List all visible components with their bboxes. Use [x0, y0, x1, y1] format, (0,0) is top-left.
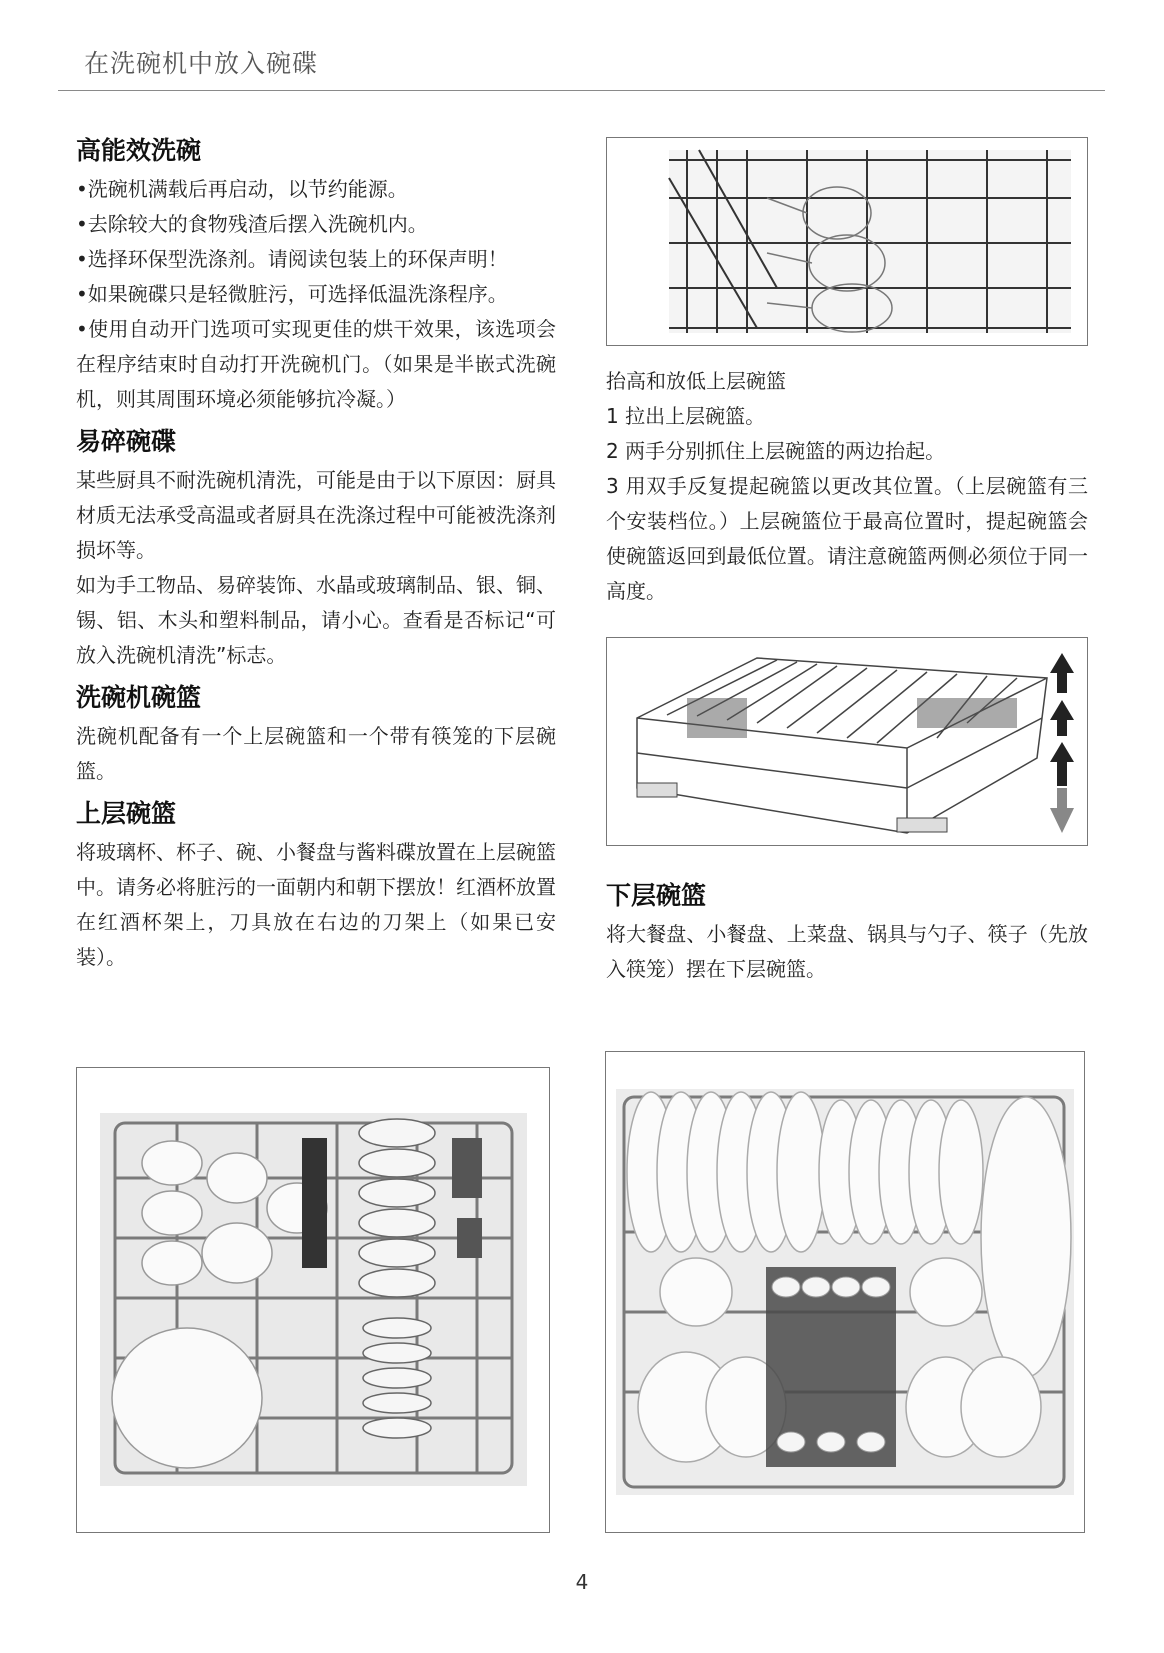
section-upper-basket — [76, 793, 556, 975]
step-item: 3 用双手反复提起碗篮以更改其位置。（上层碗篮有三个安装档位。）上层碗篮位于最高位置时，提起碗篮会使碗篮返回到最低位置。请注意碗篮两侧必须位于同一高度。 — [606, 474, 1088, 603]
paragraph: 如为手工物品、易碎装饰、水晶或玻璃制品、银、铜、锡、铝、木头和塑料制品，请小心。查看是否标记“可放入洗碗机清洗”标志。 — [76, 573, 556, 667]
bullet-item: •洗碗机满载后再启动，以节约能源。 — [76, 177, 408, 201]
right-column-adjust — [606, 364, 1088, 609]
section-fragile-dishes — [76, 421, 556, 673]
arrow-down-icon — [1050, 788, 1074, 833]
figure-lower-basket — [605, 1051, 1085, 1533]
basket-height-adjust-icon — [607, 638, 1087, 845]
heading-upper-basket: 上层碗篮 — [76, 799, 177, 828]
heading-fragile-dishes: 易碎碗碟 — [76, 427, 177, 456]
paragraph: 将玻璃杯、杯子、碗、小餐盘与酱料碟放置在上层碗篮中。请务必将脏污的一面朝内和朝下摆放！红酒杯放置在红酒杯架上，刀具放在右边的刀架上（如果已安装）。 — [76, 840, 556, 969]
figure-upper-basket — [76, 1067, 550, 1533]
section-dishwasher-baskets — [76, 677, 556, 789]
paragraph: 洗碗机配备有一个上层碗篮和一个带有筷笼的下层碗篮。 — [76, 724, 556, 783]
section-efficient-washing — [76, 130, 556, 417]
arrow-up-icon — [1050, 653, 1074, 786]
figure-wine-rack — [606, 137, 1088, 346]
section-lower-basket — [606, 875, 1088, 987]
adjust-title: 抬高和放低上层碗篮 — [606, 369, 786, 393]
wine-glass-rack-icon — [607, 138, 1087, 345]
upper-basket-loaded-icon — [77, 1068, 549, 1532]
bullet-item: •去除较大的食物残渣后摆入洗碗机内。 — [76, 212, 428, 236]
figure-basket-lift — [606, 637, 1088, 846]
step-item: 2 两手分别抓住上层碗篮的两边抬起。 — [606, 439, 946, 463]
bullet-item: •选择环保型洗涤剂。请阅读包装上的环保声明！ — [76, 247, 508, 271]
paragraph: 某些厨具不耐洗碗机清洗，可能是由于以下原因：厨具材质无法承受高温或者厨具在洗涤过程中可能被洗涤剂损坏等。 — [76, 468, 556, 562]
header-divider — [58, 90, 1105, 91]
page-header-title: 在洗碗机中放入碗碟 — [84, 49, 319, 78]
page-number: 4 — [575, 1570, 589, 1594]
left-column — [76, 130, 556, 975]
bullet-item: •如果碗碟只是轻微脏污，可选择低温洗涤程序。 — [76, 282, 508, 306]
heading-dishwasher-baskets: 洗碗机碗篮 — [76, 683, 202, 712]
heading-efficient-washing: 高能效洗碗 — [76, 136, 202, 165]
paragraph: 将大餐盘、小餐盘、上菜盘、锅具与勺子、筷子（先放入筷笼）摆在下层碗篮。 — [606, 922, 1088, 981]
lower-basket-loaded-icon — [606, 1052, 1084, 1532]
step-item: 1 拉出上层碗篮。 — [606, 404, 766, 428]
bullet-item: •使用自动开门选项可实现更佳的烘干效果，该选项会在程序结束时自动打开洗碗机门。（如果是半嵌式洗碗机，则其周围环境必须能够抗冷凝。） — [76, 317, 556, 411]
heading-lower-basket: 下层碗篮 — [606, 881, 707, 910]
